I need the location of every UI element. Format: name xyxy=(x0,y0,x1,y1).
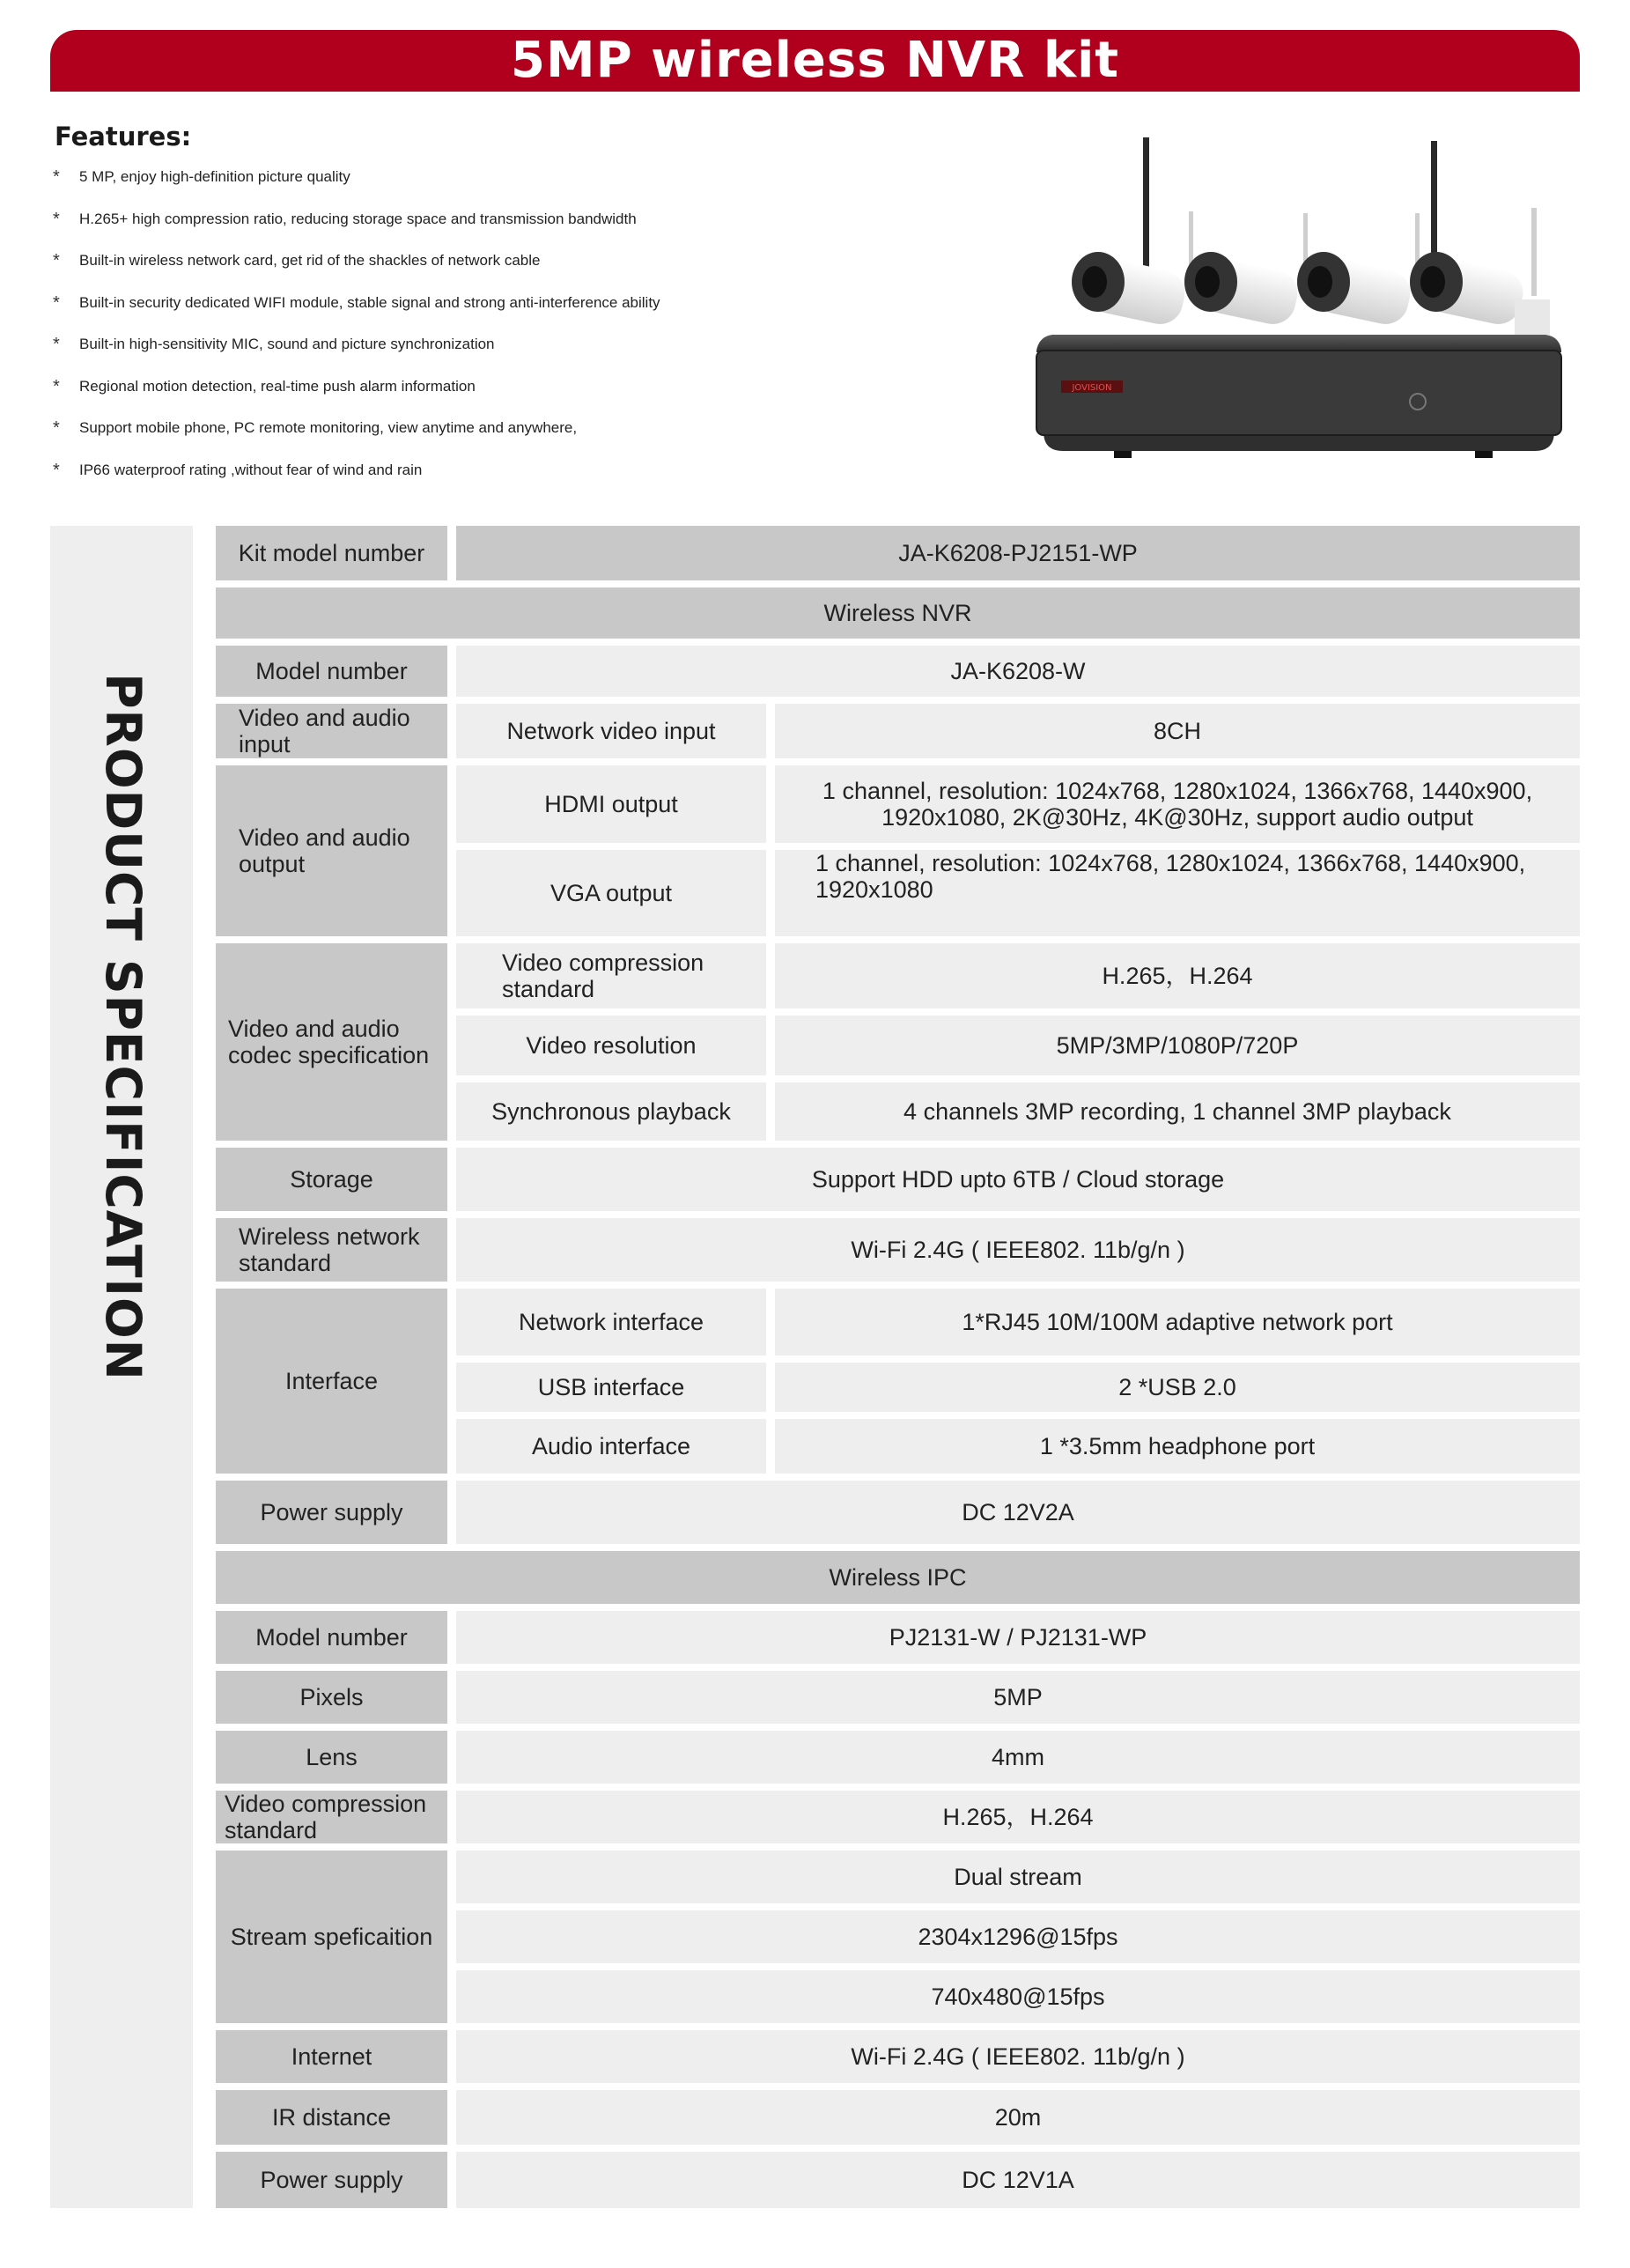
usb-interface-label: USB interface xyxy=(456,1363,766,1412)
audio-interface-value: 1 *3.5mm headphone port xyxy=(775,1419,1580,1474)
pixels-value: 5MP xyxy=(456,1671,1580,1724)
hdmi-output-label: HDMI output xyxy=(456,765,766,843)
storage-value: Support HDD upto 6TB / Cloud storage xyxy=(456,1148,1580,1211)
section-wireless-ipc: Wireless IPC xyxy=(216,1551,1580,1604)
star-bullet-icon: * xyxy=(53,292,60,313)
product-specification-label: PRODUCT SPECIFICATION xyxy=(95,673,151,1381)
star-bullet-icon: * xyxy=(53,335,60,354)
nvr-screen-text: JOVISION xyxy=(1072,383,1112,393)
star-bullet-icon: * xyxy=(53,167,60,187)
codec-spec-label: Video and audio codec specification xyxy=(216,943,447,1141)
page-title: 5MP wireless NVR kit xyxy=(510,32,1120,89)
usb-interface-value: 2 *USB 2.0 xyxy=(775,1363,1580,1412)
kit-model-value: JA-K6208-PJ2151-WP xyxy=(456,526,1580,580)
ir-distance-value: 20m xyxy=(456,2090,1580,2145)
nvr-power-supply-value: DC 12V2A xyxy=(456,1481,1580,1544)
vga-output-value: 1 channel, resolution: 1024x768, 1280x1024, 1366x768, 1440x900, 1920x1080 xyxy=(775,850,1580,936)
feature-item: * Built-in security dedicated WIFI module, stable signal and strong anti-interference ability xyxy=(53,292,660,313)
section-wireless-nvr: Wireless NVR xyxy=(216,587,1580,639)
star-bullet-icon: * xyxy=(53,251,60,270)
video-compression-label: Video compression standard xyxy=(456,943,766,1008)
feature-item: * Built-in wireless network card, get rid of the shackles of network cable xyxy=(53,251,541,270)
ipc-power-supply-value: DC 12V1A xyxy=(456,2152,1580,2208)
nvr-model-value: JA-K6208-W xyxy=(456,646,1580,697)
wireless-standard-label: Wireless network standard xyxy=(216,1218,447,1282)
stream-value-main: 2304x1296@15fps xyxy=(456,1910,1580,1963)
audio-interface-label: Audio interface xyxy=(456,1419,766,1474)
storage-label: Storage xyxy=(216,1148,447,1211)
features-list xyxy=(53,167,660,502)
interface-label: Interface xyxy=(216,1289,447,1474)
features-heading: Features: xyxy=(55,122,192,151)
internet-label: Internet xyxy=(216,2030,447,2083)
ipc-model-label: Model number xyxy=(216,1611,447,1664)
hdmi-output-value: 1 channel, resolution: 1024x768, 1280x1024, 1366x768, 1440x900, 1920x1080, 2K@30Hz, 4K@30Hz, support audio output xyxy=(775,765,1580,843)
video-resolution-label: Video resolution xyxy=(456,1016,766,1075)
feature-item: * Built-in high-sensitivity MIC, sound and picture synchronization xyxy=(53,335,495,354)
nvr-kit-product-image xyxy=(999,132,1563,467)
network-interface-value: 1*RJ45 10M/100M adaptive network port xyxy=(775,1289,1580,1356)
star-bullet-icon: * xyxy=(53,460,60,480)
feature-item: * Regional motion detection, real-time push alarm information xyxy=(53,376,476,396)
ipc-model-value: PJ2131-W / PJ2131-WP xyxy=(456,1611,1580,1664)
ipc-compression-value: H.265，H.264 xyxy=(456,1791,1580,1843)
stream-value-dual: Dual stream xyxy=(456,1851,1580,1903)
vga-output-label: VGA output xyxy=(456,850,766,936)
star-bullet-icon: * xyxy=(53,418,60,438)
feature-item: * IP66 waterproof rating ,without fear of wind and rain xyxy=(53,460,423,480)
pixels-label: Pixels xyxy=(216,1671,447,1724)
nvr-model-label: Model number xyxy=(216,646,447,697)
title-banner xyxy=(50,30,1580,92)
sync-playback-value: 4 channels 3MP recording, 1 channel 3MP playback xyxy=(775,1082,1580,1141)
internet-value: Wi-Fi 2.4G ( IEEE802. 11b/g/n ) xyxy=(456,2030,1580,2083)
feature-item: * 5 MP, enjoy high-definition picture quality xyxy=(53,167,350,187)
nvr-power-supply-label: Power supply xyxy=(216,1481,447,1544)
star-bullet-icon: * xyxy=(53,376,60,396)
network-video-input-value: 8CH xyxy=(775,704,1580,758)
av-input-label: Video and audio input xyxy=(216,704,447,758)
stream-spec-label: Stream speficaition xyxy=(216,1851,447,2023)
wireless-standard-value: Wi-Fi 2.4G ( IEEE802. 11b/g/n ) xyxy=(456,1218,1580,1282)
av-output-label: Video and audio output xyxy=(216,765,447,936)
kit-model-label: Kit model number xyxy=(216,526,447,580)
ipc-compression-label: Video compression standard xyxy=(216,1791,447,1843)
feature-item: * Support mobile phone, PC remote monitoring, view anytime and anywhere, xyxy=(53,418,578,438)
star-bullet-icon: * xyxy=(53,209,60,229)
video-resolution-value: 5MP/3MP/1080P/720P xyxy=(775,1016,1580,1075)
sync-playback-label: Synchronous playback xyxy=(456,1082,766,1141)
ipc-power-supply-label: Power supply xyxy=(216,2152,447,2208)
video-compression-value: H.265，H.264 xyxy=(775,943,1580,1008)
network-video-input-label: Network video input xyxy=(456,704,766,758)
ir-distance-label: IR distance xyxy=(216,2090,447,2145)
stream-value-sub: 740x480@15fps xyxy=(456,1970,1580,2023)
lens-value: 4mm xyxy=(456,1731,1580,1784)
feature-item: * H.265+ high compression ratio, reducing storage space and transmission bandwidth xyxy=(53,209,637,229)
network-interface-label: Network interface xyxy=(456,1289,766,1356)
lens-label: Lens xyxy=(216,1731,447,1784)
